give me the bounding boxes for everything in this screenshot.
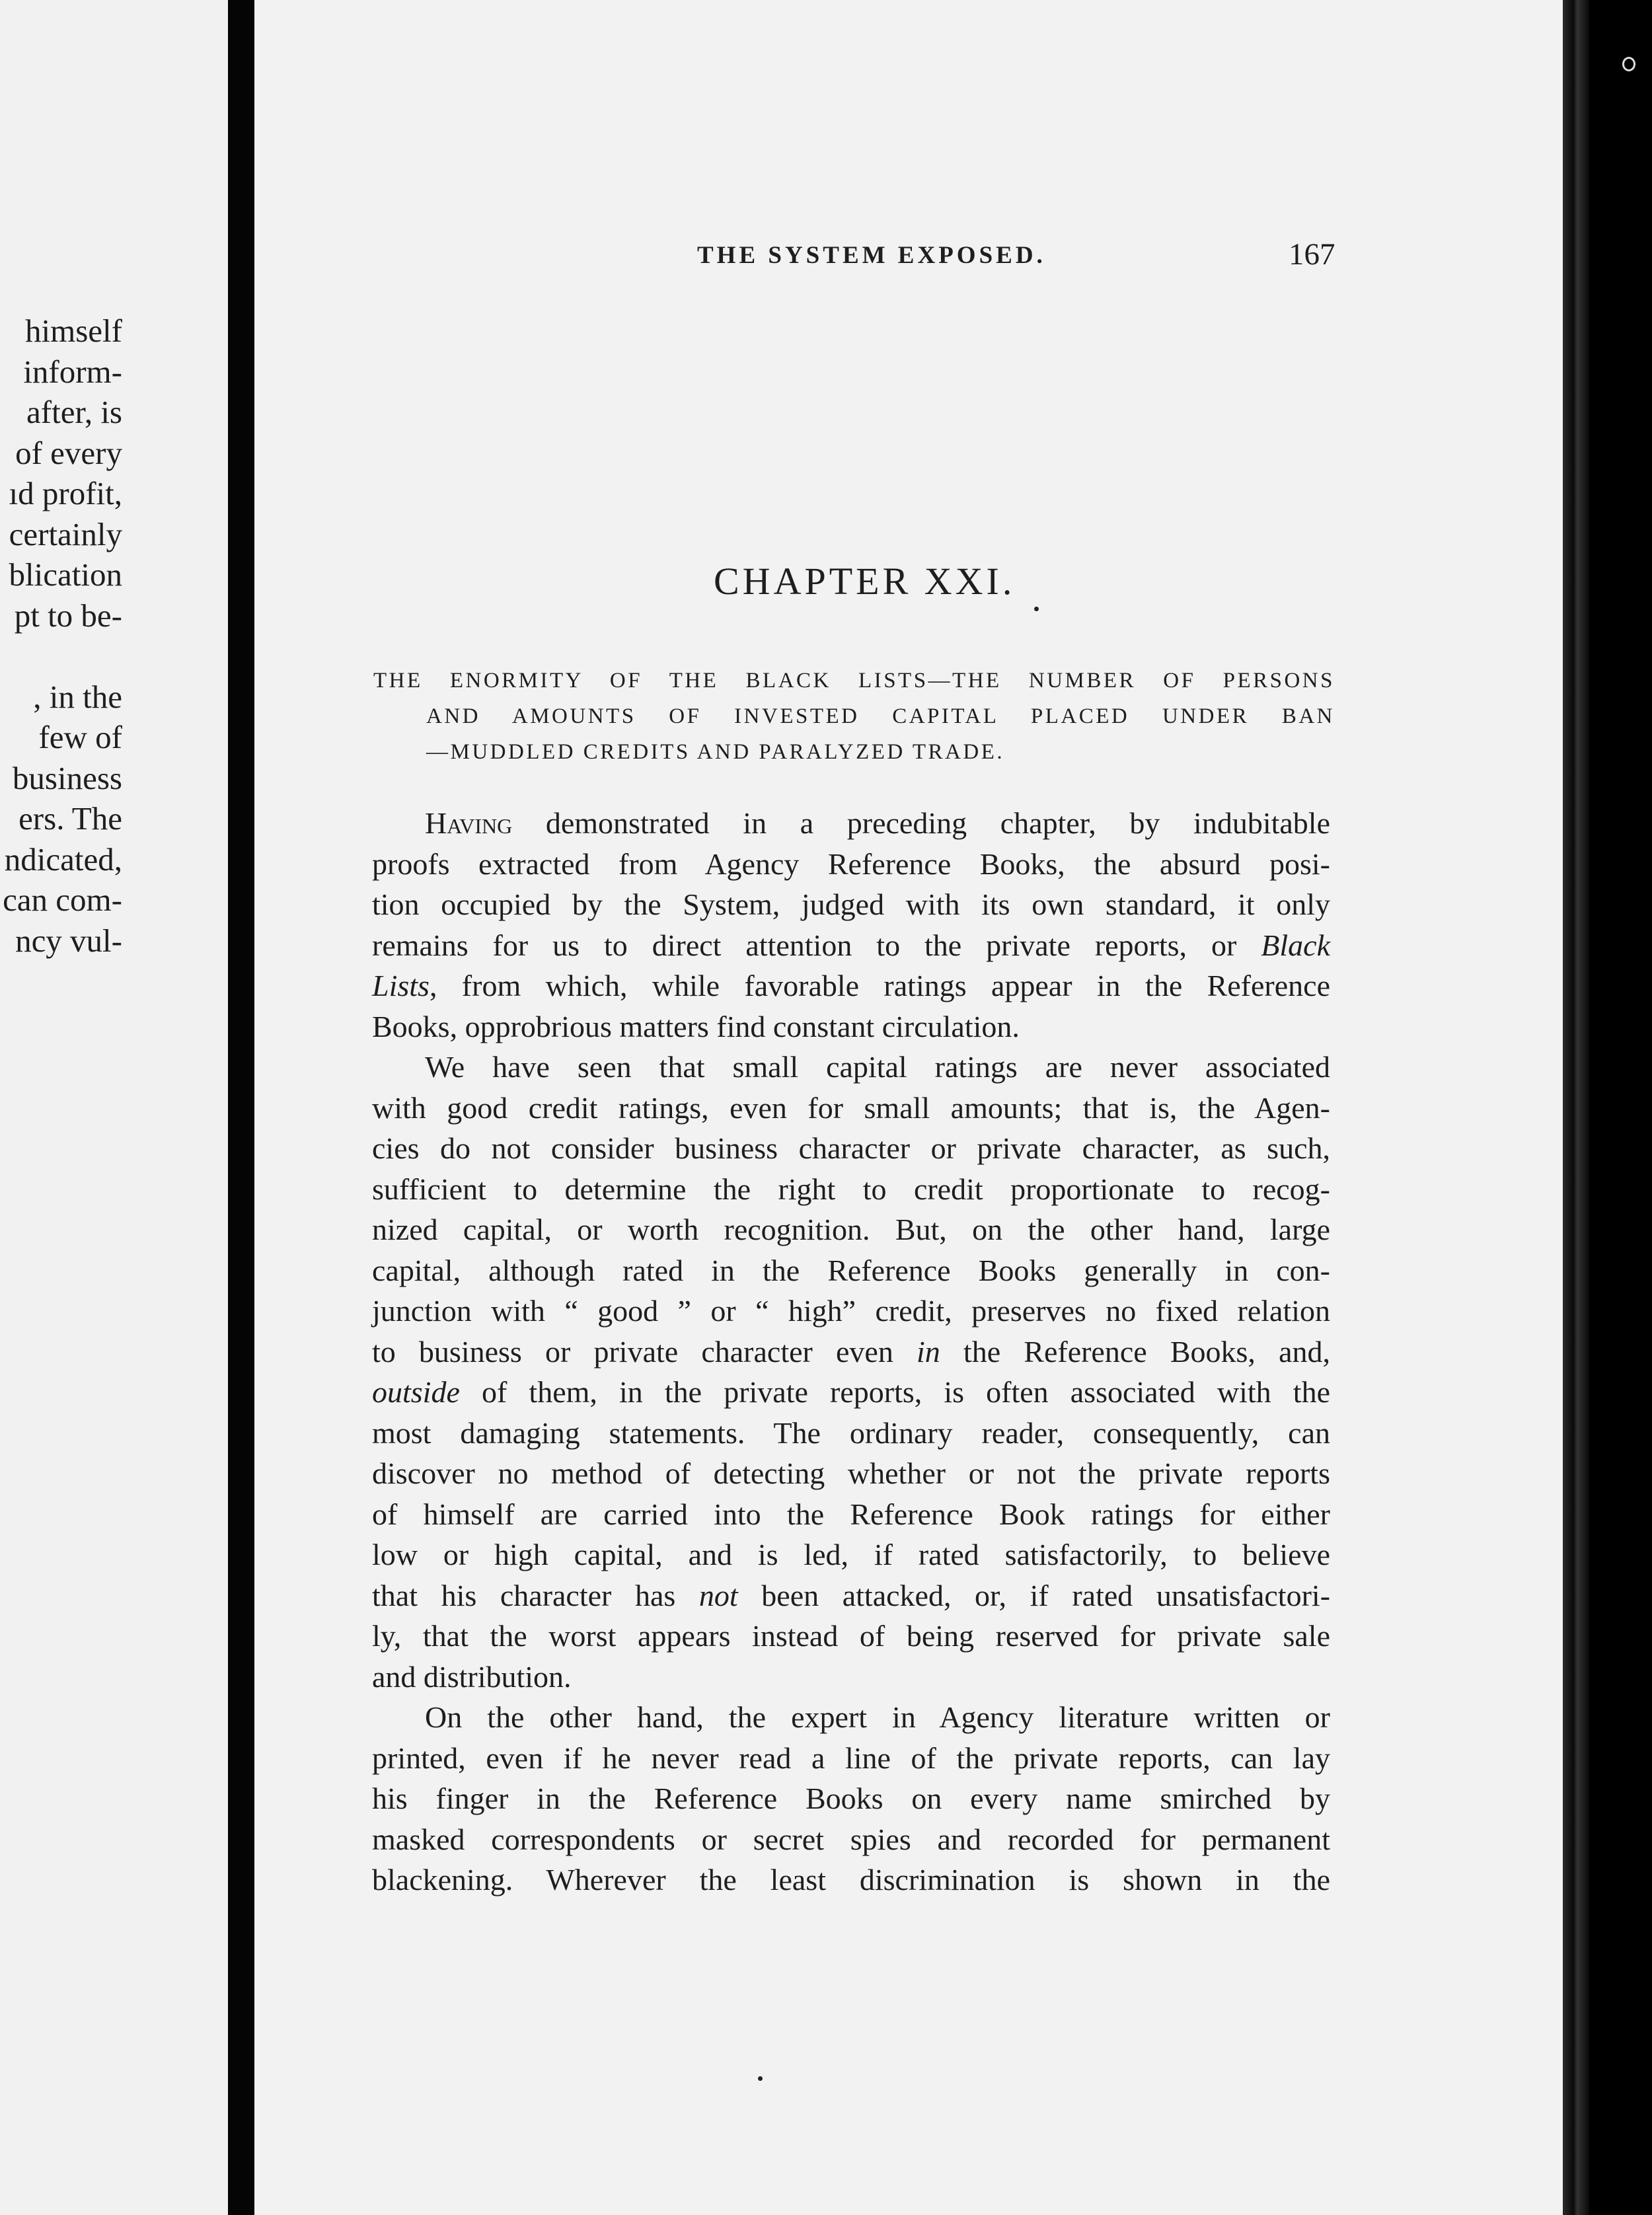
summary-line: —MUDDLED CREDITS AND PARALYZED TRADE. bbox=[426, 740, 1005, 764]
paragraph-line: proofs extracted from Agency Reference Books, the absurd posi- bbox=[372, 846, 1330, 881]
left-page-text-fragments bbox=[0, 311, 122, 961]
paragraph-line: outside of them, in the private reports, is often associated with the bbox=[372, 1375, 1330, 1409]
left-page-fragment: inform- bbox=[23, 353, 122, 390]
left-page-fragment: business bbox=[12, 759, 122, 796]
paragraph-line: low or high capital, and is led, if rated satisfactorily, to believe bbox=[372, 1538, 1330, 1571]
paragraph-line: his finger in the Reference Books on every name smirched by bbox=[372, 1782, 1330, 1815]
left-page-fragment bbox=[0, 636, 122, 677]
left-page-fragment: after, is bbox=[26, 394, 122, 430]
paragraph-line: capital, although rated in the Reference Books generally in con- bbox=[372, 1253, 1330, 1287]
scan-marker bbox=[1622, 57, 1635, 71]
left-page-fragment: , in the bbox=[33, 678, 122, 715]
paragraph-line: and distribution. bbox=[372, 1659, 572, 1694]
paragraph-line: blackening. Wherever the least discrimination is shown in the bbox=[372, 1863, 1330, 1896]
summary-line: AND AMOUNTS OF INVESTED CAPITAL PLACED UNDER BAN bbox=[426, 704, 1335, 728]
paragraph-line: junction with “ good ” or “ high” credit, preserves no fixed relation bbox=[372, 1294, 1330, 1328]
chapter-summary bbox=[373, 663, 1335, 770]
paragraph-line: masked correspondents or secret spies and recorded for permanent bbox=[372, 1822, 1330, 1856]
paragraph-line: sufficient to determine the right to credit proportionate to recog- bbox=[372, 1172, 1330, 1206]
paragraph-line: nized capital, or worth recognition. But, on the other hand, large bbox=[372, 1213, 1330, 1246]
paragraph-line: that his character has not been attacked, or, if rated unsatisfactori- bbox=[372, 1578, 1331, 1612]
paragraph-line: with good credit ratings, even for small amounts; that is, the Agen- bbox=[372, 1090, 1330, 1125]
summary-line: THE ENORMITY OF THE BLACK LISTS—THE NUMBER OF PERSONS bbox=[373, 669, 1335, 693]
left-page-fragment: ıd profit, bbox=[9, 475, 122, 511]
left-page-fragment: pt to be- bbox=[14, 597, 122, 634]
running-head: THE SYSTEM EXPOSED. bbox=[697, 242, 1046, 269]
paragraph-line: cies do not consider business character or private character, as such, bbox=[372, 1131, 1330, 1165]
left-page-fragment: ers. The bbox=[19, 800, 122, 837]
chapter-title: CHAPTER XXI. bbox=[714, 560, 1016, 603]
print-speck bbox=[1034, 607, 1039, 611]
paragraph-line: Having demonstrated in a preceding chapter, by indubitable bbox=[425, 806, 1330, 840]
paragraph-line: to business or private character even in the Reference Books, and, bbox=[372, 1334, 1330, 1369]
paragraph-line: printed, even if he never read a line of the private reports, can lay bbox=[372, 1741, 1330, 1775]
paragraph-line: On the other hand, the expert in Agency literature written or bbox=[425, 1700, 1330, 1734]
left-page-fragment: few of bbox=[38, 719, 122, 755]
left-page-fragment: blication bbox=[9, 556, 122, 593]
left-page-fragment: himself bbox=[25, 313, 122, 349]
paragraph-line: most damaging statements. The ordinary reader, consequently, can bbox=[372, 1415, 1330, 1450]
page-edge bbox=[1563, 0, 1589, 2215]
italic-text: not bbox=[698, 1578, 738, 1612]
paragraph-line: Lists, from which, while favorable ratings appear in the Reference bbox=[372, 969, 1330, 1002]
italic-text: Black bbox=[1261, 928, 1330, 962]
page-gutter bbox=[228, 0, 254, 2215]
page-number: 167 bbox=[1289, 237, 1335, 272]
left-page-fragment: of every bbox=[15, 434, 122, 471]
paragraph-line: of himself are carried into the Reference Book ratings for either bbox=[372, 1497, 1330, 1531]
paragraph-line: ly, that the worst appears instead of being reserved for private sale bbox=[372, 1619, 1330, 1653]
left-page-fragment: certainly bbox=[9, 515, 122, 552]
paragraph-line: We have seen that small capital ratings are never associated bbox=[425, 1050, 1330, 1084]
left-page-fragment: ncy vul- bbox=[15, 922, 122, 959]
paragraph-line: tion occupied by the System, judged with its own standard, it only bbox=[372, 887, 1330, 921]
drop-word: Having bbox=[425, 806, 513, 840]
italic-text: outside bbox=[372, 1375, 460, 1409]
paragraph-line: discover no method of detecting whether or not the private reports bbox=[372, 1456, 1330, 1490]
print-speck bbox=[758, 2076, 763, 2081]
left-page-fragment: ndicated, bbox=[4, 841, 122, 878]
paragraph-line: remains for us to direct attention to the private reports, or Black bbox=[372, 928, 1330, 962]
left-page-fragment: can com- bbox=[3, 882, 122, 918]
italic-text: Lists bbox=[372, 969, 430, 1002]
body-text bbox=[372, 803, 1330, 1900]
italic-text: in bbox=[916, 1334, 940, 1369]
paragraph-line: Books, opprobrious matters find constant circulation. bbox=[372, 1009, 1020, 1043]
left-facing-page bbox=[0, 0, 228, 2215]
